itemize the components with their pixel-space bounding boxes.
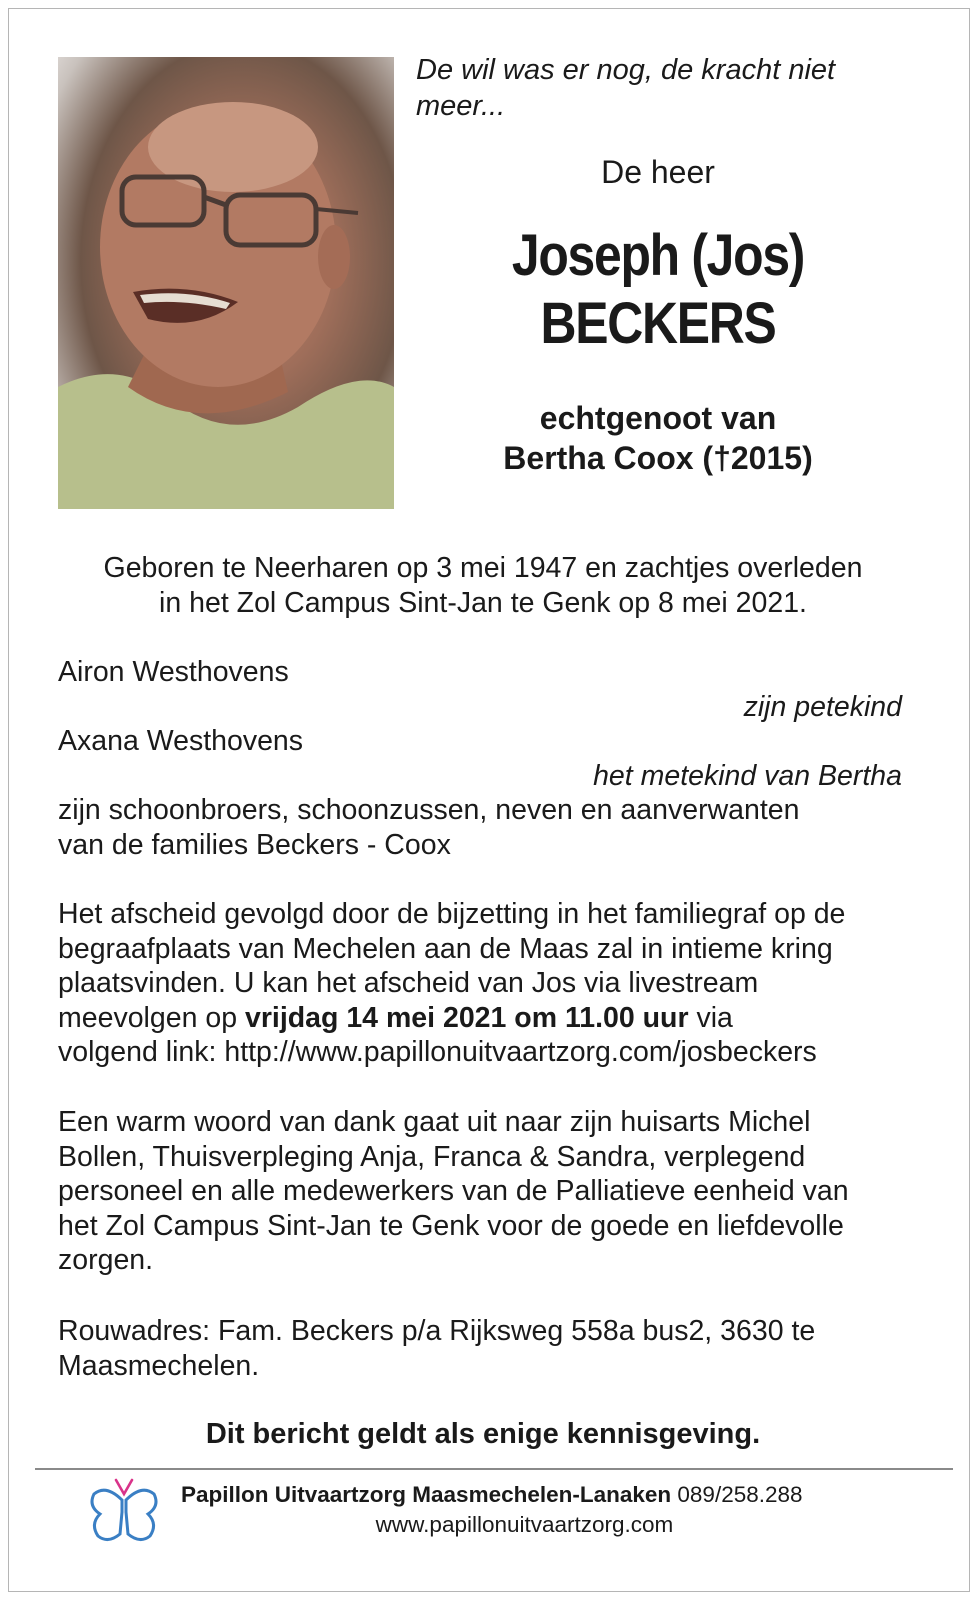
text-line: meevolgen op: [58, 1001, 245, 1034]
text-line: Bollen, Thuisverpleging Anja, Franca & Sandra, verplegend: [58, 1140, 806, 1173]
thanks-text: [58, 1105, 908, 1278]
family-person-1: Airon Westhovens: [58, 656, 289, 688]
portrait-photo: [58, 57, 394, 509]
last-name: BECKERS: [540, 291, 776, 356]
family-person-2: Axana Westhovens: [58, 725, 304, 757]
text-line: het Zol Campus Sint-Jan te Genk voor de goede en liefdevolle: [58, 1209, 844, 1242]
birth-death-text: [58, 551, 908, 620]
text-line: Een warm woord van dank gaat uit naar zijn huisarts Michel: [58, 1106, 811, 1138]
text-line: Rouwadres: Fam. Beckers p/a Rijksweg 558a bus2, 3630 te: [58, 1315, 816, 1347]
text-line: personeel en alle medewerkers van de Palliatieve eenheid van: [58, 1175, 849, 1207]
text-line: plaatsvinden. U kan het afscheid van Jos via livestream: [58, 967, 759, 999]
text-line: Het afscheid gevolgd door de bijzetting in het familiegraf op de: [58, 898, 846, 930]
quote-line: meer...: [416, 90, 506, 122]
company-phone: 089/258.288: [671, 1482, 803, 1507]
family-person-2-role: het metekind van Bertha: [593, 760, 902, 792]
deceased-name: [450, 222, 866, 358]
footer-divider: [35, 1468, 953, 1470]
butterfly-logo-icon: [86, 1472, 162, 1548]
text-line: zorgen.: [58, 1244, 154, 1276]
livestream-link[interactable]: volgend link: http://www.papillonuitvaartzorg.com/josbeckers: [58, 1036, 817, 1068]
funeral-company: [181, 1482, 803, 1508]
quote-line: De wil was er nog, de kracht niet: [416, 54, 836, 86]
spouse-name: Bertha Coox (†2015): [503, 440, 813, 476]
family-person-1-role: zijn petekind: [743, 691, 902, 723]
spouse-info: [416, 398, 900, 478]
notice-statement: Dit bericht geldt als enige kennisgeving.: [205, 1418, 761, 1450]
honorific: De heer: [601, 154, 715, 190]
first-name: Joseph (Jos): [511, 223, 805, 288]
text-line: via: [688, 1001, 733, 1034]
company-name: Papillon Uitvaartzorg Maasmechelen-Lanaken: [181, 1482, 672, 1507]
text-line: Geboren te Neerharen op 3 mei 1947 en zachtjes overleden: [103, 552, 863, 584]
company-website[interactable]: www.papillonuitvaartzorg.com: [375, 1512, 674, 1537]
quote: [416, 52, 896, 124]
mourning-address: [58, 1314, 908, 1383]
livestream-date: vrijdag 14 mei 2021 om 11.00 uur: [244, 1001, 689, 1034]
text-line: Maasmechelen.: [58, 1349, 260, 1382]
spouse-relation: echtgenoot van: [539, 400, 777, 436]
text-line: begraafplaats van Mechelen aan de Maas zal in intieme kring: [58, 932, 833, 965]
text-line: zijn schoonbroers, schoonzussen, neven en aanverwanten: [58, 794, 800, 826]
family-others: [58, 793, 908, 862]
farewell-text: [58, 897, 908, 1070]
text-line: van de families Beckers - Coox: [58, 828, 451, 861]
text-line: in het Zol Campus Sint-Jan te Genk op 8 mei 2021.: [159, 586, 807, 619]
